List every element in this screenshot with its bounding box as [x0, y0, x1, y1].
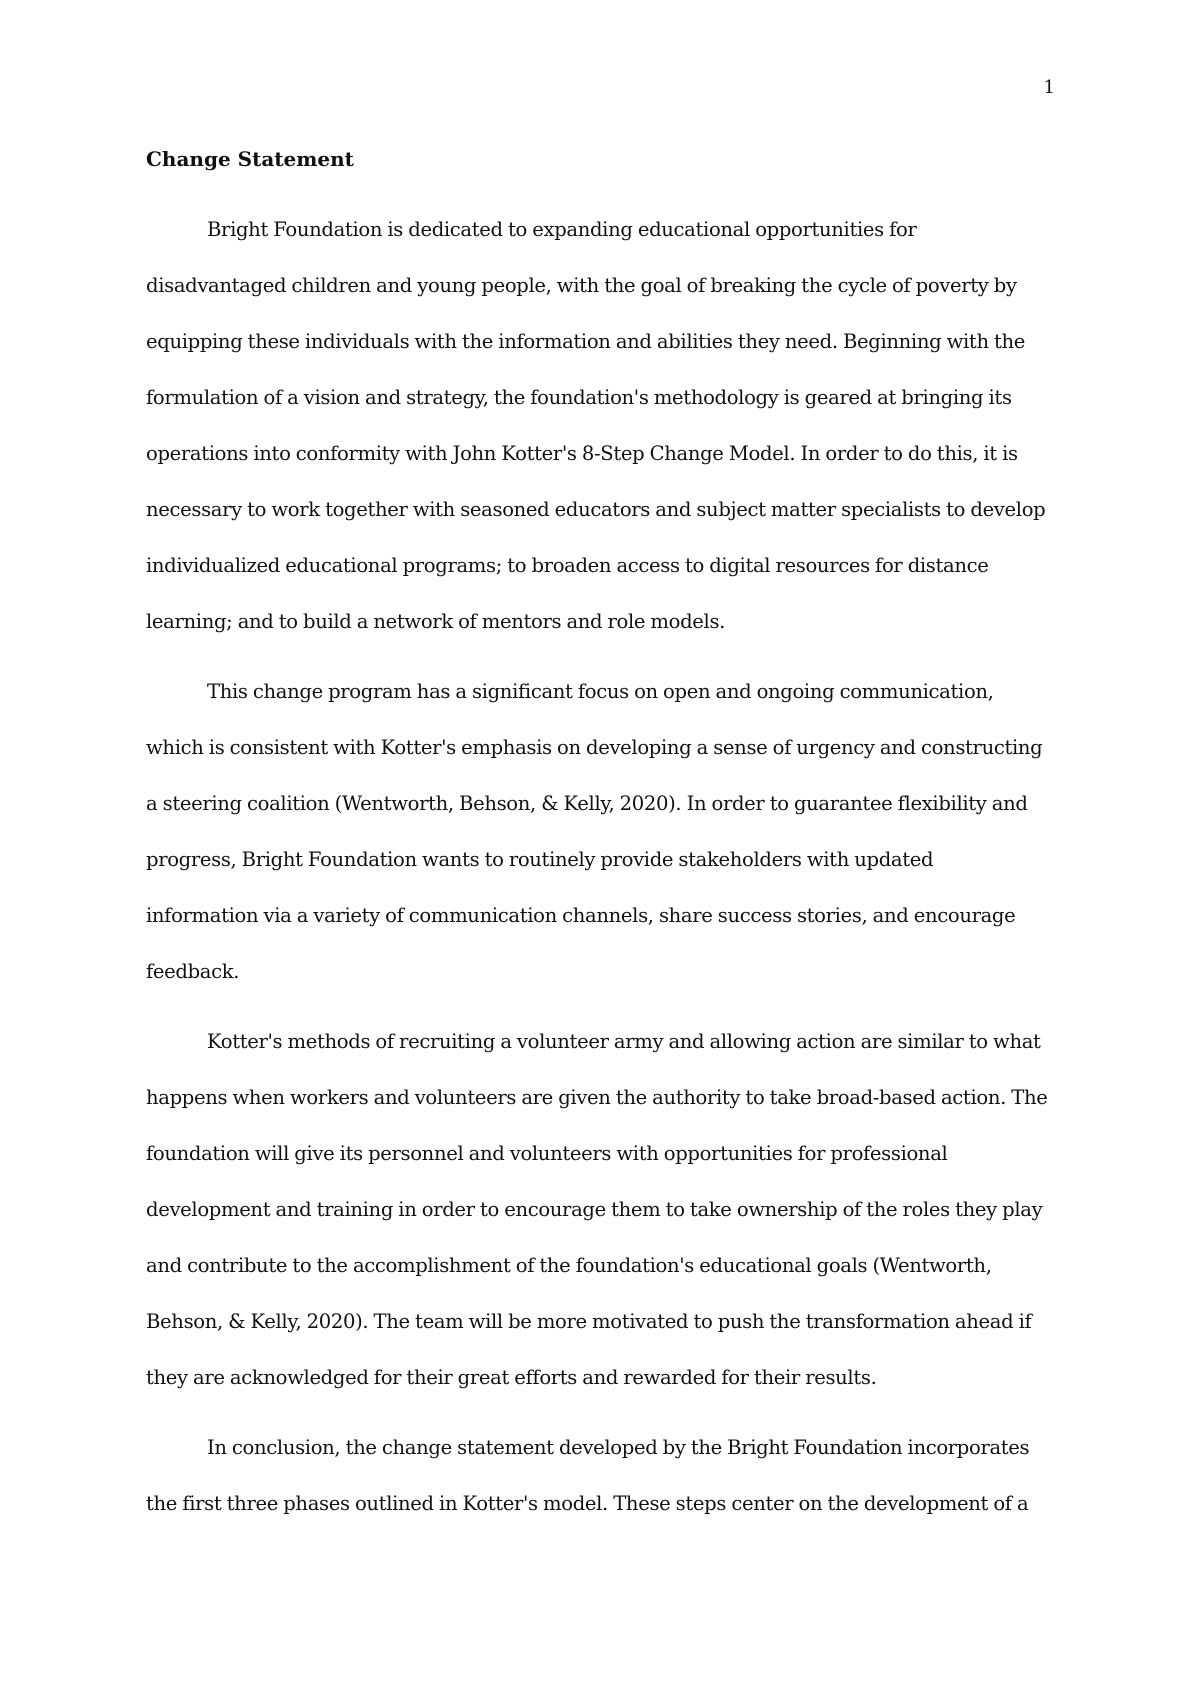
paragraph-2	[146, 664, 1068, 1000]
text-line: individualized educational programs; to broaden access to digital resources for distance	[146, 554, 989, 577]
text-line: feedback.	[146, 960, 240, 983]
text-line: formulation of a vision and strategy, the foundation's methodology is geared at bringing its	[146, 386, 1012, 409]
text-line: Bright Foundation is dedicated to expanding educational opportunities for	[207, 218, 917, 241]
text-line: progress, Bright Foundation wants to routinely provide stakeholders with updated	[146, 848, 934, 871]
text-line: happens when workers and volunteers are given the authority to take broad-based action. The	[146, 1086, 1048, 1109]
page-number: 1	[1043, 77, 1055, 98]
text-line: Kotter's methods of recruiting a volunteer army and allowing action are similar to what	[207, 1030, 1041, 1053]
paragraph-4	[146, 1420, 1068, 1532]
text-line: This change program has a significant focus on open and ongoing communication,	[207, 680, 994, 703]
text-line: a steering coalition (Wentworth, Behson, & Kelly, 2020). In order to guarantee flexibility and	[146, 792, 1028, 815]
text-line: Behson, & Kelly, 2020). The team will be more motivated to push the transformation ahead if	[146, 1310, 1032, 1333]
document-body	[146, 144, 1068, 1546]
text-line: they are acknowledged for their great efforts and rewarded for their results.	[146, 1366, 877, 1389]
text-line: necessary to work together with seasoned educators and subject matter specialists to develop	[146, 498, 1046, 521]
text-line: disadvantaged children and young people, with the goal of breaking the cycle of poverty by	[146, 274, 1017, 297]
text-line: In conclusion, the change statement developed by the Bright Foundation incorporates	[207, 1436, 1030, 1459]
text-line: foundation will give its personnel and volunteers with opportunities for professional	[146, 1142, 948, 1165]
section-heading: Change Statement	[146, 147, 354, 171]
text-line: information via a variety of communication channels, share success stories, and encourage	[146, 904, 1016, 927]
text-line: learning; and to build a network of mentors and role models.	[146, 610, 726, 633]
text-line: and contribute to the accomplishment of the foundation's educational goals (Wentworth,	[146, 1254, 992, 1277]
text-line: development and training in order to encourage them to take ownership of the roles they play	[146, 1198, 1043, 1221]
paragraph-1	[146, 202, 1068, 650]
text-line: the first three phases outlined in Kotter's model. These steps center on the development of a	[146, 1492, 1029, 1515]
text-line: operations into conformity with John Kotter's 8-Step Change Model. In order to do this, it is	[146, 442, 1018, 465]
text-line: which is consistent with Kotter's emphasis on developing a sense of urgency and constructing	[146, 736, 1043, 759]
text-line: equipping these individuals with the information and abilities they need. Beginning with the	[146, 330, 1026, 353]
paragraph-3	[146, 1014, 1068, 1406]
